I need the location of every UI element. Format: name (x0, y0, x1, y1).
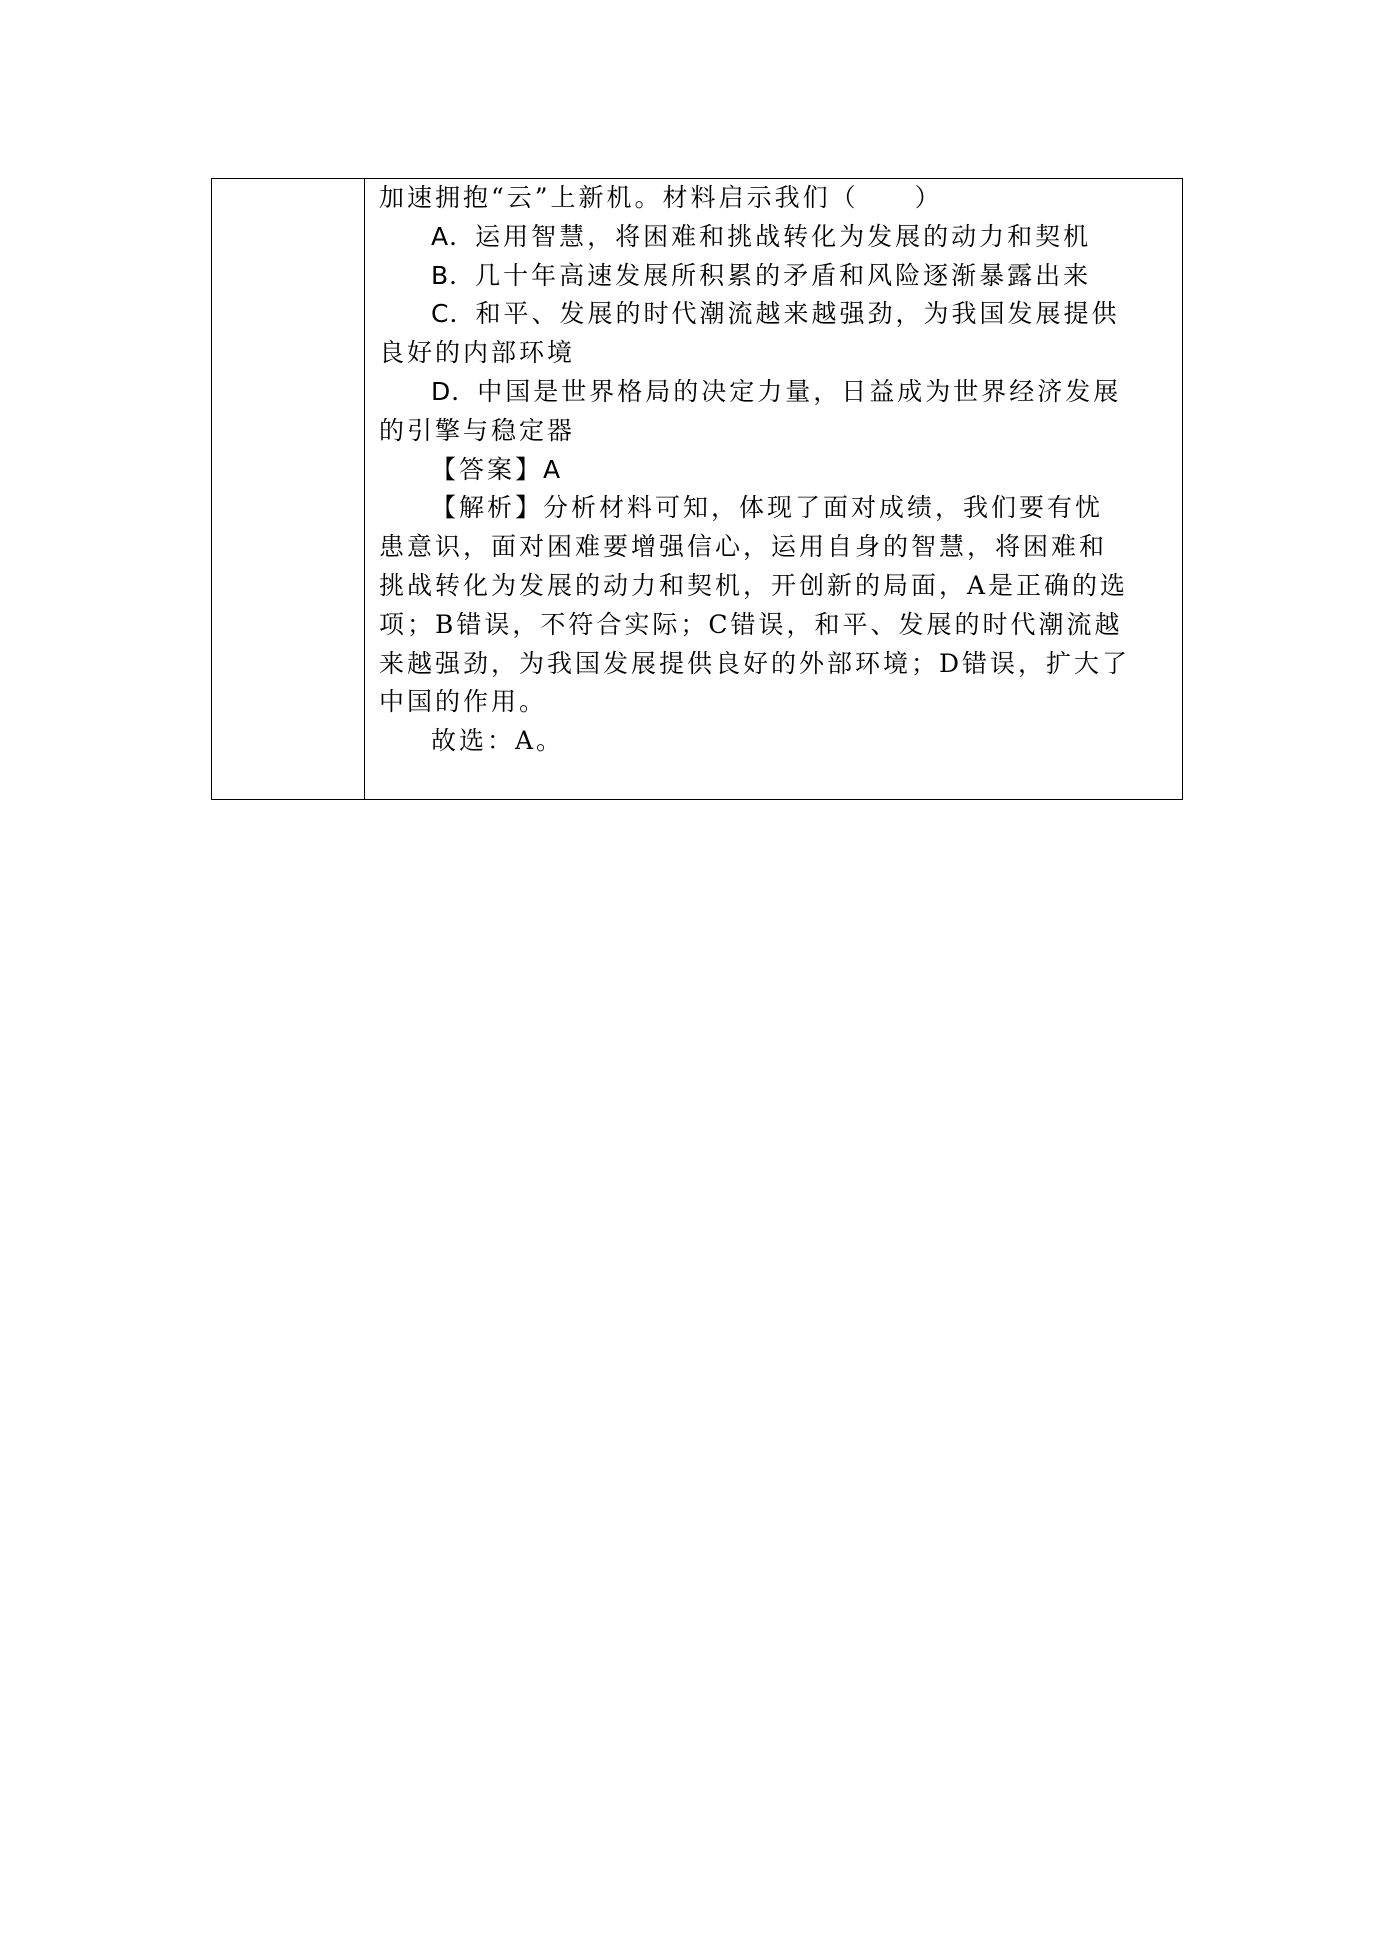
analysis-line-4: 项；B错误，不符合实际；C错误，和平、发展的时代潮流越 (379, 609, 1123, 639)
option-c (379, 295, 1169, 334)
option-b-text: 几十年高速发展所积累的矛盾和风险逐渐暴露出来 (475, 260, 1092, 290)
option-b-letter: B． (431, 260, 476, 290)
analysis-text-1: 分析材料可知，体现了面对成绩，我们要有忧 (543, 493, 1104, 523)
table-left-cell (212, 179, 364, 799)
answer-line (379, 451, 1169, 490)
analysis-label: 【解析】 (431, 493, 544, 523)
option-d-text-line1: 中国是世界格局的决定力量，日益成为世界经济发展 (477, 376, 1122, 406)
option-d-letter: D． (431, 376, 478, 406)
question-table (211, 178, 1183, 800)
option-b (379, 257, 1169, 296)
answer-label: 【答案】 (431, 454, 544, 484)
option-a-text: 运用智慧，将困难和挑战转化为发展的动力和契机 (475, 221, 1092, 251)
option-d-text-line2: 的引擎与稳定器 (379, 415, 576, 445)
conclusion-line: 故选：A。 (431, 726, 565, 756)
option-c-text-line2: 良好的内部环境 (379, 338, 576, 368)
question-content (379, 179, 1169, 761)
option-d (379, 373, 1169, 412)
analysis-line-1 (379, 489, 1169, 528)
option-c-letter: C． (431, 299, 476, 329)
analysis-line-5: 来越强劲，为我国发展提供良好的外部环境；D错误，扩大了 (379, 648, 1131, 678)
answer-value: A (543, 454, 562, 484)
option-a-letter: A． (431, 221, 476, 251)
table-column-divider (364, 179, 365, 799)
analysis-line-3: 挑战转化为发展的动力和契机，开创新的局面，A是正确的选 (379, 570, 1129, 600)
option-c-text-line1: 和平、发展的时代潮流越来越强劲，为我国发展提供 (475, 299, 1120, 329)
analysis-line-2: 患意识，面对困难要增强信心，运用自身的智慧，将困难和 (379, 532, 1108, 562)
analysis-line-6: 中国的作用。 (379, 687, 548, 717)
option-a (379, 218, 1169, 257)
question-continuation: 加速拥抱“云”上新机。材料启示我们（ ） (379, 183, 943, 212)
